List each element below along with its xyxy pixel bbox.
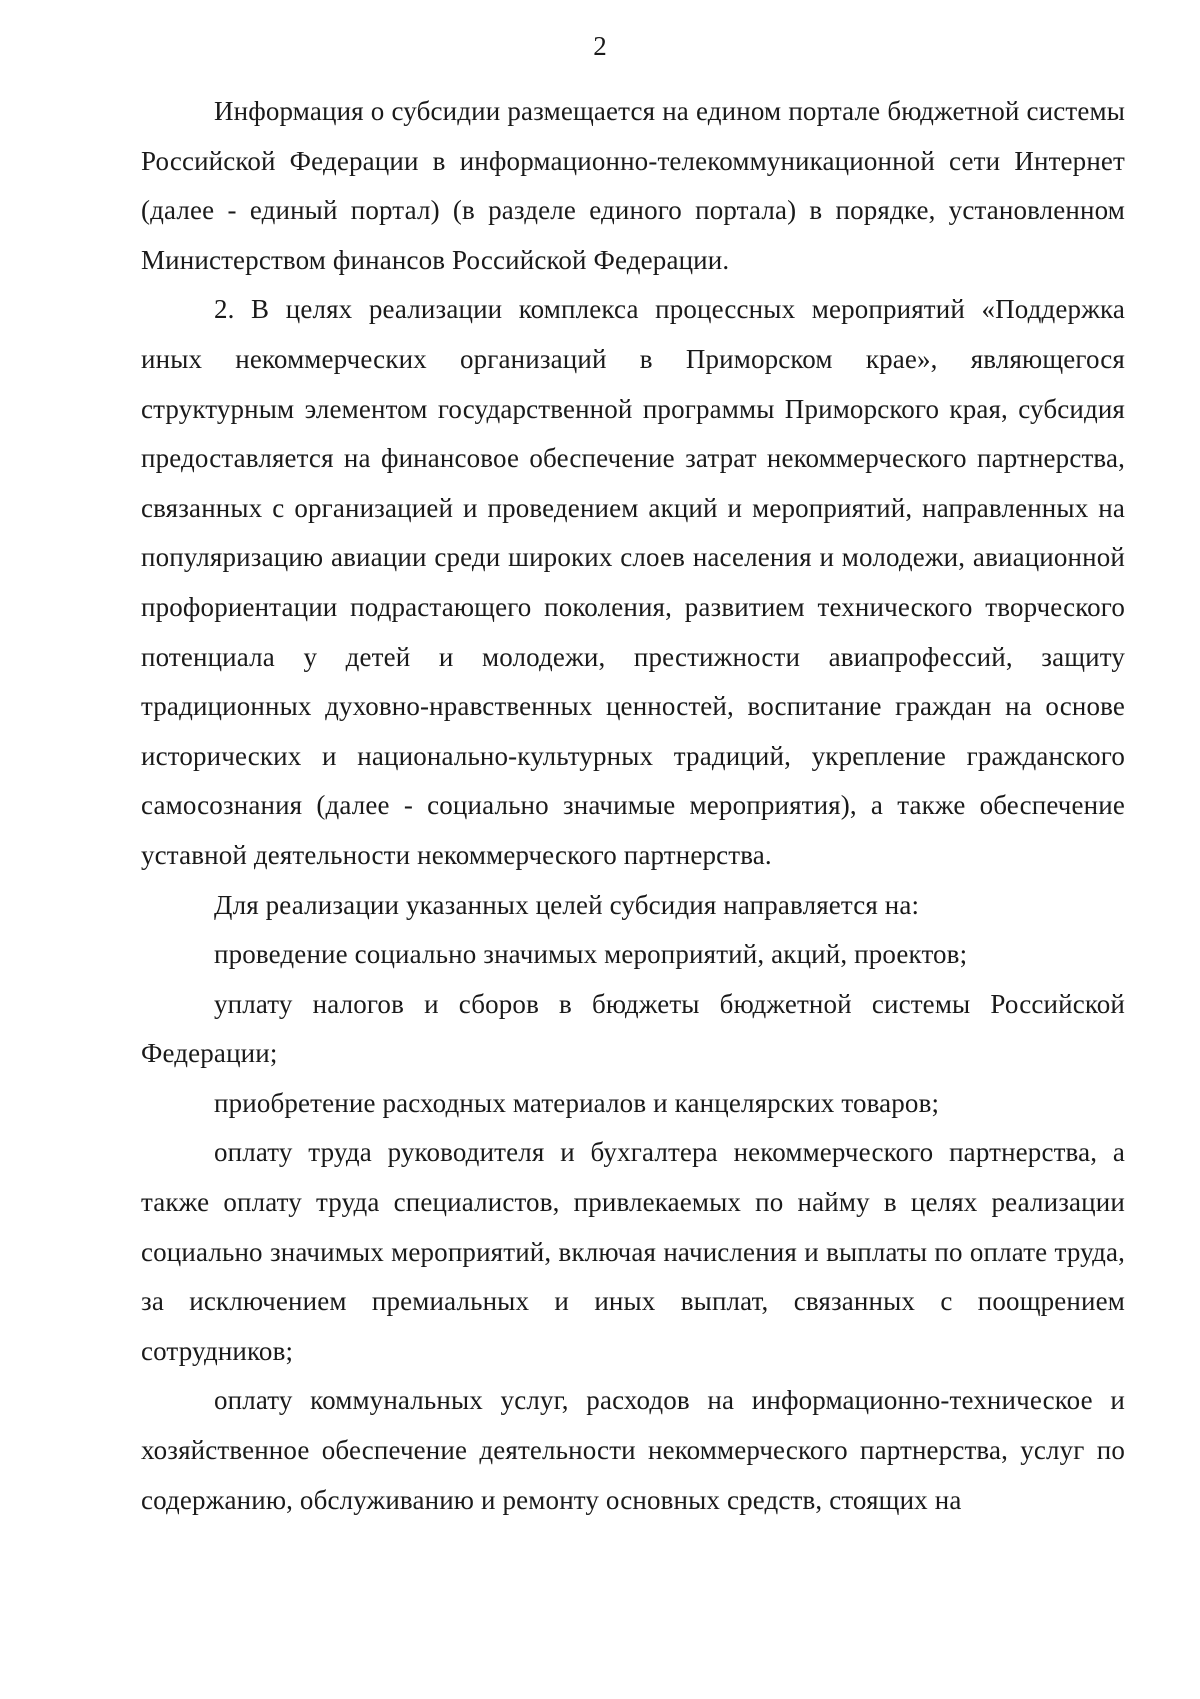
paragraph-purpose-utilities: оплату коммунальных услуг, расходов на информационно-техническое и хозяйственное обеспечение деятельности некоммерческого партнерства, услуг по содержанию, обслуживанию и ремонту основных средств, стоящих на (141, 1385, 1125, 1515)
paragraph-subsidy-info: Информация о субсидии размещается на едином портале бюджетной системы Российской Федерации в информационно-телекоммуникационной сети Интернет (далее - единый портал) (в разделе единого портала) в порядке, установленном Министерством финансов Российской Федерации. (141, 96, 1125, 275)
paragraph-purposes-intro: Для реализации указанных целей субсидия направляется на: (214, 889, 920, 920)
document-body (141, 87, 1125, 1525)
paragraph-purpose-events: проведение социально значимых мероприятий, акций, проектов; (214, 939, 968, 970)
paragraph-purpose-materials: приобретение расходных материалов и канцелярских товаров; (214, 1087, 940, 1118)
page-number: 2 (593, 31, 607, 61)
paragraph-item-2: 2. В целях реализации комплекса процессных мероприятий «Поддержка иных некоммерческих организаций в Приморском крае», являющегося структурным элементом государственной программы Приморского края, субсидия предоставляется на финансовое обеспечение затрат некоммерческого партнерства, связанных с организацией и проведением акций и мероприятий, направленных на популяризацию авиации среди широких слоев населения и молодежи, авиационной профориентации подрастающего поколения, развитием технического творческого потенциала у детей и молодежи, престижности авиапрофессий, защиту традиционных духовно-нравственных ценностей, воспитание граждан на основе исторических и национально-культурных традиций, укрепление гражданского самосознания (далее - социально значимые мероприятия), а также обеспечение уставной деятельности некоммерческого партнерства. (141, 294, 1125, 870)
paragraph-purpose-salary: оплату труда руководителя и бухгалтера некоммерческого партнерства, а также оплату труда специалистов, привлекаемых по найму в целях реализации социально значимых мероприятий, включая начисления и выплаты по оплате труда, за исключением премиальных и иных выплат, связанных с поощрением сотрудников; (141, 1137, 1125, 1366)
paragraph-purpose-taxes: уплату налогов и сборов в бюджеты бюджетной системы Российской Федерации; (141, 988, 1125, 1069)
